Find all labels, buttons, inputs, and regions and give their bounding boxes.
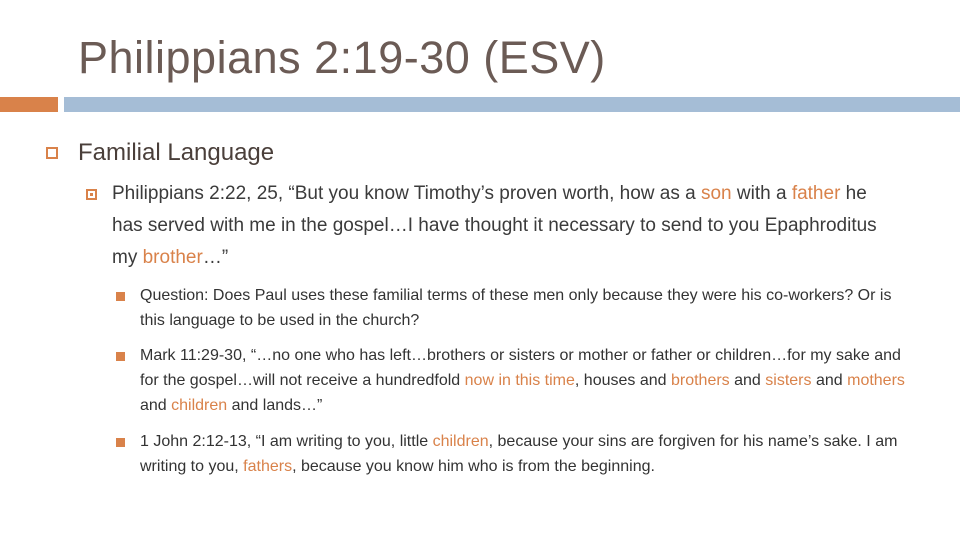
quote-text: he has served with me in the gospel…I have thought it necessary to send to you Epaphroditus my [112,183,877,268]
bullet-level3-question [140,283,920,333]
quote-text: Philippians 2:22, 25, “But you know Timothy’s proven worth, how as a [112,183,701,204]
highlight-word: children [171,397,228,414]
quote-text: and [729,372,766,389]
highlight-word: brother [142,247,203,268]
quote-text: and lands…” [227,397,323,414]
highlight-word: mothers [847,372,905,389]
square-bullet-icon [86,189,97,200]
filled-square-bullet-icon [116,292,125,301]
bullet-level1-text: Familial Language [78,139,275,166]
highlight-word: sisters [765,372,812,389]
bullet-level2-text [112,178,902,274]
slide-title: Philippians 2:19-30 (ESV) [78,32,606,83]
hollow-square-bullet-icon [46,147,58,159]
quote-text: …” [202,247,229,268]
highlight-word: now in this time [464,372,575,389]
quote-text: , houses and [574,372,671,389]
quote-text: 1 John 2:12-13, “I am writing to you, little [140,433,433,450]
bullet-level3-mark [140,343,920,418]
quote-text: Mark 11:29-30, “…no one who has left…brothers or sisters or mother or father or children…for my sake and for the gospel…will not receive a hundredfold [140,347,901,389]
filled-square-bullet-icon [116,352,125,361]
quote-text: , because you know him who is from the beginning. [292,458,655,475]
quote-text: and [811,372,848,389]
title-rule-accent [0,97,58,112]
quote-text: with a [731,183,792,204]
title-rule [64,97,960,112]
filled-square-bullet-icon [116,438,125,447]
question-text: Question: Does Paul uses these familial terms of these men only because they were his co-workers? Or is this language to be used in the church? [140,287,892,329]
highlight-word: fathers [243,458,293,475]
bullet-level3-john [140,429,920,479]
highlight-word: brothers [670,372,730,389]
highlight-word: father [791,183,841,204]
quote-text: and [140,397,172,414]
highlight-word: son [700,183,732,204]
quote-text: , because your sins are forgiven for his name’s sake. I am writing to you, [140,433,898,475]
highlight-word: children [432,433,489,450]
